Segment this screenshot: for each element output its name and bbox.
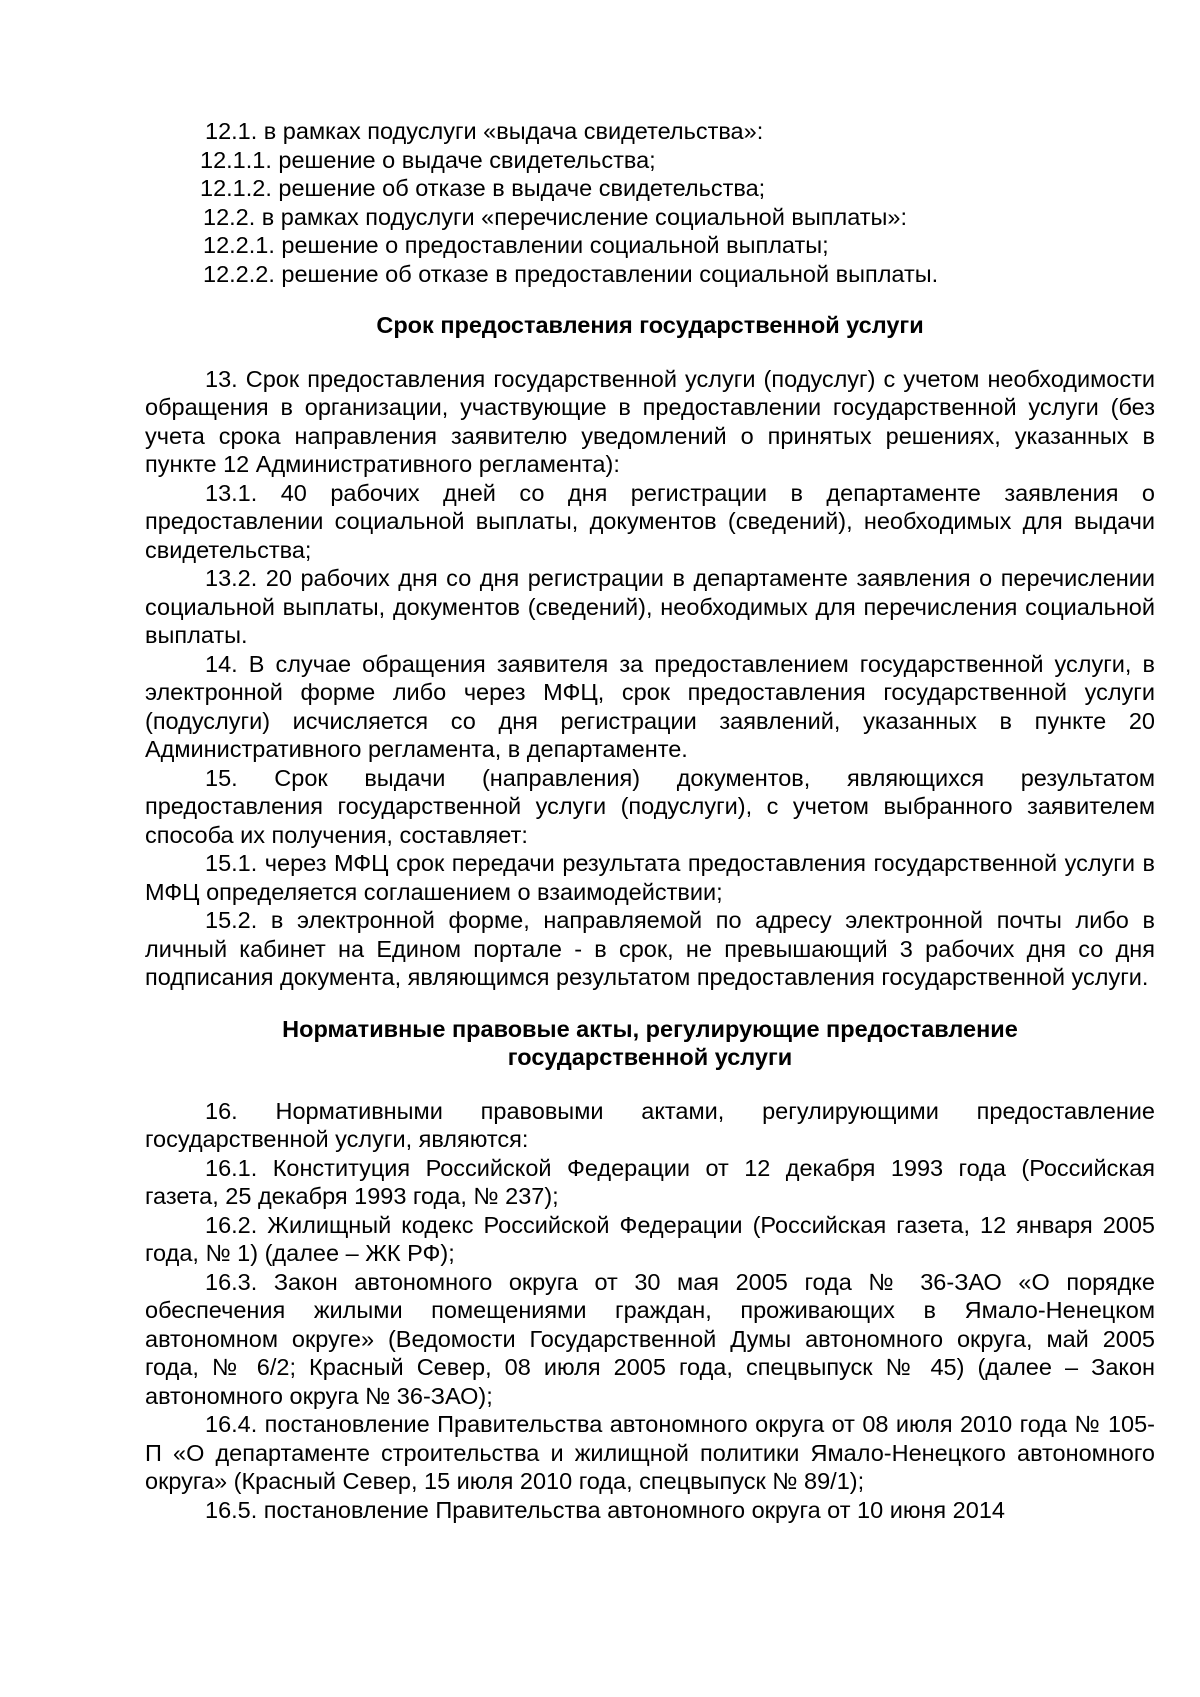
section-heading-acts-line1: Нормативные правовые акты, регулирующие предоставление — [282, 1015, 1018, 1042]
paragraph: 16. Нормативными правовыми актами, регулирующими предоставление государственной услуги, являются: — [145, 1097, 1155, 1152]
section-heading-acts — [145, 1015, 1155, 1072]
paragraph: 15.2. в электронной форме, направляемой по адресу электронной почты либо в личный кабинет на Едином портале - в срок, не превышающий 3 рабочих дня со дня подписания документа, являющимся результатом предоставления государственной услуги. — [145, 907, 1155, 990]
section-heading-term: Срок предоставления государственной услуги — [376, 312, 924, 338]
acts-section — [145, 1097, 1155, 1525]
document-body — [145, 117, 1155, 1524]
list-item: 12.1.2. решение об отказе в выдаче свидетельства; — [200, 175, 766, 201]
paragraph: 13.1. 40 рабочих дней со дня регистрации в департаменте заявления о предоставлении социальной выплаты, документов (сведений), необходимых для выдачи свидетельства; — [145, 479, 1155, 563]
result-list — [145, 117, 1155, 288]
paragraph: 16.3. Закон автономного округа от 30 мая 2005 года № 36-ЗАО «О порядке обеспечения жилыми помещениями граждан, проживающих в Ямало-Ненецком автономном округе» (Ведомости Государственной Думы автономного округа, май 2005 года, № 6/2; Красный Север, 08 июля 2005 года, спецвыпуск № 45) (далее – Закон автономного округа № 36-ЗАО); — [145, 1268, 1155, 1409]
list-item: 12.2. в рамках подуслуги «перечисление социальной выплаты»: — [203, 203, 908, 230]
list-item: 12.2.1. решение о предоставлении социальной выплаты; — [203, 232, 829, 258]
paragraph: 16.5. постановление Правительства автономного округа от 10 июня 2014 — [205, 1496, 1005, 1523]
list-item: 12.1. в рамках подуслуги «выдача свидетельства»: — [205, 118, 764, 144]
paragraph: 16.4. постановление Правительства автономного округа от 08 июля 2010 года № 105-П «О департаменте строительства и жилищной политики Ямало-Ненецкого автономного округа» (Красный Север, 15 июля 2010 года, спецвыпуск № 89/1); — [145, 1411, 1155, 1494]
term-section — [145, 365, 1155, 992]
paragraph: 16.1. Конституция Российской Федерации от 12 декабря 1993 года (Российская газета, 25 декабря 1993 года, № 237); — [145, 1154, 1155, 1209]
paragraph: 13.2. 20 рабочих дня со дня регистрации в департаменте заявления о перечислении социальной выплаты, документов (сведений), необходимых для перечисления социальной выплаты. — [145, 565, 1155, 648]
paragraph: 16.2. Жилищный кодекс Российской Федерации (Российская газета, 12 января 2005 года, № 1) (далее – ЖК РФ); — [145, 1211, 1155, 1266]
paragraph: 13. Срок предоставления государственной услуги (подуслуг) с учетом необходимости обращения в организации, участвующие в предоставлении государственной услуги (без учета срока направления заявителю уведомлений о принятых решениях, указанных в пункте 12 Административного регламента): — [145, 365, 1155, 477]
section-heading-acts-line2: государственной услуги — [507, 1044, 793, 1070]
paragraph: 15.1. через МФЦ срок передачи результата предоставления государственной услуги в МФЦ определяется соглашением о взаимодействии; — [145, 850, 1155, 905]
list-item: 12.1.1. решение о выдаче свидетельства; — [200, 146, 656, 173]
paragraph: 14. В случае обращения заявителя за предоставлением государственной услуги, в электронной форме либо через МФЦ, срок предоставления государственной услуги (подуслуги) исчисляется со дня регистрации заявлений, указанных в пункте 20 Административного регламента, в департаменте. — [145, 650, 1155, 762]
paragraph: 15. Срок выдачи (направления) документов, являющихся результатом предоставления государственной услуги (подуслуги), с учетом выбранного заявителем способа их получения, составляет: — [145, 764, 1155, 848]
list-item: 12.2.2. решение об отказе в предоставлении социальной выплаты. — [203, 260, 939, 287]
